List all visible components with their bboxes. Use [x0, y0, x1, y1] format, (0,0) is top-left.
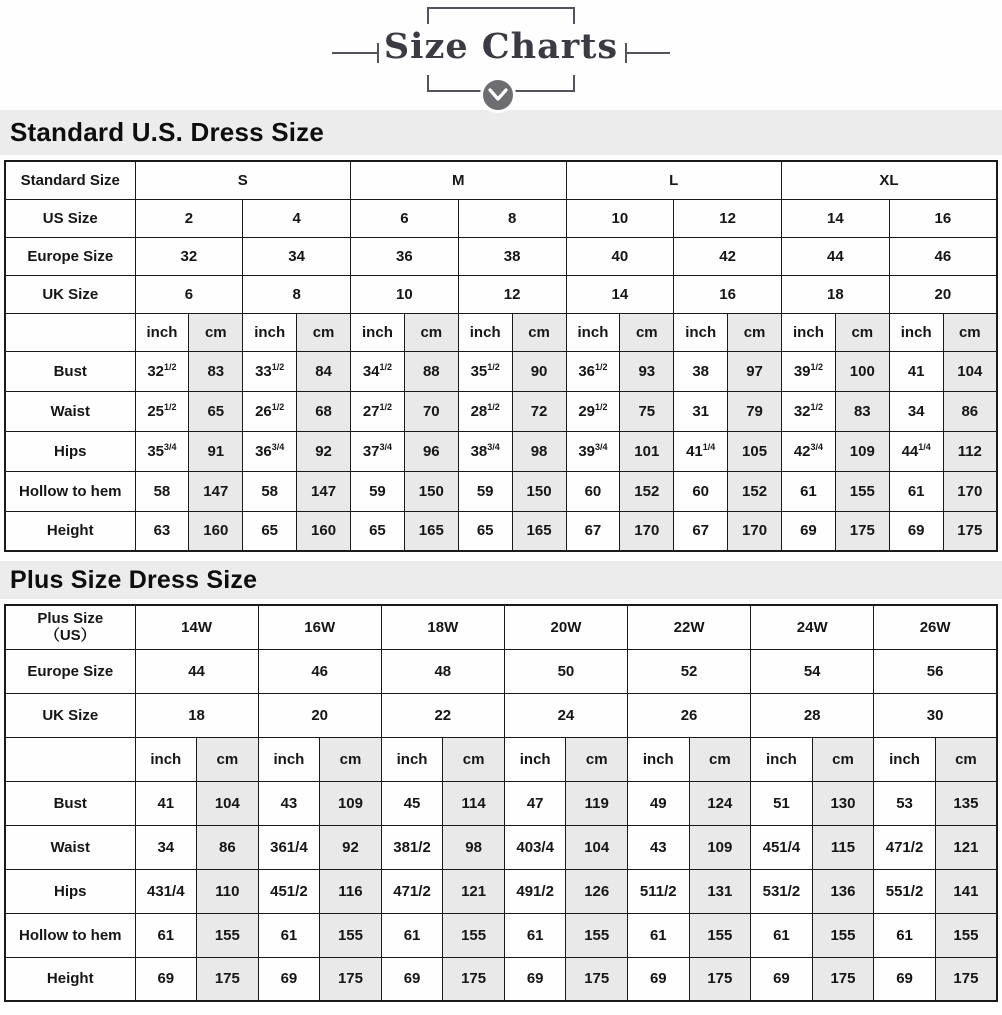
row-label-line: Waist [50, 838, 90, 856]
unit-cell: cm [189, 313, 243, 351]
value-cell: 175 [689, 957, 751, 1001]
size-cell: 14 [566, 275, 674, 313]
size-cell: 24W [751, 605, 874, 649]
size-cell: 20 [889, 275, 997, 313]
size-cell: 18 [135, 693, 258, 737]
measure-row [5, 391, 997, 431]
value-cell: 61 [782, 471, 836, 511]
value-cell: 165 [512, 511, 566, 551]
row-label-cell [5, 781, 135, 825]
value-cell: 69 [782, 511, 836, 551]
size-cell: 46 [258, 649, 381, 693]
value-cell: 96 [404, 431, 458, 471]
size-cell: 54 [751, 649, 874, 693]
value-cell: 92 [297, 431, 351, 471]
size-cell: 34 [243, 237, 351, 275]
value-cell: 160 [189, 511, 243, 551]
value-cell: 175 [320, 957, 382, 1001]
value-cell: 67 [674, 511, 728, 551]
row-label-cell [5, 825, 135, 869]
value-cell: 63 [135, 511, 189, 551]
row-label-cell [5, 391, 135, 431]
value-cell: 124 [689, 781, 751, 825]
value-cell: 65 [351, 511, 405, 551]
value-cell: 147 [189, 471, 243, 511]
row-label-line: Hips [53, 442, 87, 460]
row-label-cell [5, 957, 135, 1001]
size-cell: 6 [351, 199, 459, 237]
value-cell: 431/4 [135, 869, 197, 913]
row-label-cell [5, 511, 135, 551]
value-cell: 72 [512, 391, 566, 431]
row-label-cell [5, 431, 135, 471]
value-cell: 155 [320, 913, 382, 957]
value-cell: $36^{1/2}$ [566, 351, 620, 391]
value-cell: 109 [835, 431, 889, 471]
size-cell: 48 [381, 649, 504, 693]
measure-row [5, 351, 997, 391]
value-cell: 51 [751, 781, 813, 825]
size-cell: L [566, 161, 782, 199]
value-cell: $32^{1/2}$ [782, 391, 836, 431]
value-cell: 90 [512, 351, 566, 391]
unit-cell: cm [943, 313, 997, 351]
size-cell: 26 [628, 693, 751, 737]
size-cell: 8 [458, 199, 566, 237]
size-cell: 32 [135, 237, 243, 275]
value-cell: $35^{3/4}$ [135, 431, 189, 471]
value-cell: 116 [320, 869, 382, 913]
value-cell: 471/2 [381, 869, 443, 913]
size-cell: M [351, 161, 567, 199]
size-cell: S [135, 161, 351, 199]
value-cell: 97 [728, 351, 782, 391]
size-cell: 56 [874, 649, 997, 693]
row-label-cell [5, 313, 135, 351]
row-label-line: US Size [42, 209, 98, 227]
row-label-line: UK Size [42, 706, 99, 724]
size-cell: 14 [782, 199, 890, 237]
value-cell: 86 [197, 825, 259, 869]
unit-cell: cm [566, 737, 628, 781]
size-cell: 38 [458, 237, 566, 275]
value-cell: 165 [404, 511, 458, 551]
row-label-cell [5, 161, 135, 199]
value-cell: $42^{3/4}$ [782, 431, 836, 471]
value-cell: 58 [243, 471, 297, 511]
size-cell: 42 [674, 237, 782, 275]
value-cell: 65 [189, 391, 243, 431]
row-label-cell [5, 913, 135, 957]
value-cell: 98 [443, 825, 505, 869]
value-cell: 130 [812, 781, 874, 825]
row-label-cell [5, 237, 135, 275]
value-cell: $41^{1/4}$ [674, 431, 728, 471]
value-cell: 104 [197, 781, 259, 825]
value-cell: 69 [258, 957, 320, 1001]
size-charts-header [0, 0, 1002, 110]
row-label-line: Bust [53, 794, 87, 812]
value-cell: 84 [297, 351, 351, 391]
value-cell: 155 [566, 913, 628, 957]
unit-cell: cm [320, 737, 382, 781]
value-cell: 41 [135, 781, 197, 825]
value-cell: 92 [320, 825, 382, 869]
measure-row [5, 825, 997, 869]
row-label-line: Plus Size [37, 610, 104, 628]
value-cell: 104 [566, 825, 628, 869]
value-cell: 69 [504, 957, 566, 1001]
page-title: Size Charts [383, 26, 619, 67]
value-cell: 551/2 [874, 869, 936, 913]
value-cell: 91 [189, 431, 243, 471]
value-cell: 114 [443, 781, 505, 825]
value-cell: 61 [135, 913, 197, 957]
standard-table-title: Standard U.S. Dress Size [0, 110, 1002, 155]
unit-cell: inch [458, 313, 512, 351]
size-cell: 50 [504, 649, 627, 693]
unit-cell: cm [689, 737, 751, 781]
value-cell: 175 [197, 957, 259, 1001]
unit-row [5, 737, 997, 781]
value-cell: 61 [751, 913, 813, 957]
value-cell: 110 [197, 869, 259, 913]
size-cell: 44 [135, 649, 258, 693]
value-cell: 155 [835, 471, 889, 511]
row-label-cell [5, 649, 135, 693]
unit-cell: cm [443, 737, 505, 781]
value-cell: 86 [943, 391, 997, 431]
value-cell: 65 [458, 511, 512, 551]
top-bracket-ornament [427, 7, 575, 24]
value-cell: 381/2 [381, 825, 443, 869]
row-label-line: Height [46, 522, 94, 540]
unit-cell: cm [935, 737, 997, 781]
size-cell: 22W [628, 605, 751, 649]
value-cell: 471/2 [874, 825, 936, 869]
unit-cell: inch [243, 313, 297, 351]
value-cell: 511/2 [628, 869, 690, 913]
value-cell: $33^{1/2}$ [243, 351, 297, 391]
value-cell: 65 [243, 511, 297, 551]
unit-cell: inch [504, 737, 566, 781]
value-cell: 160 [297, 511, 351, 551]
value-cell: 155 [689, 913, 751, 957]
value-cell: $25^{1/2}$ [135, 391, 189, 431]
value-cell: 60 [674, 471, 728, 511]
value-cell: 121 [443, 869, 505, 913]
row-label-line: Height [46, 970, 94, 988]
row-label-line: UK Size [42, 285, 99, 303]
value-cell: 155 [443, 913, 505, 957]
value-cell: 152 [728, 471, 782, 511]
unit-cell: cm [197, 737, 259, 781]
size-cell: 46 [889, 237, 997, 275]
value-cell: 43 [258, 781, 320, 825]
value-cell: 451/2 [258, 869, 320, 913]
value-cell: 61 [258, 913, 320, 957]
size-cell: 12 [674, 199, 782, 237]
value-cell: 135 [935, 781, 997, 825]
size-row [5, 161, 997, 199]
right-rule [625, 52, 670, 54]
value-cell: $28^{1/2}$ [458, 391, 512, 431]
value-cell: 101 [620, 431, 674, 471]
value-cell: 170 [620, 511, 674, 551]
value-cell: 59 [458, 471, 512, 511]
value-cell: 34 [135, 825, 197, 869]
unit-cell: cm [512, 313, 566, 351]
unit-cell: inch [351, 313, 405, 351]
value-cell: 69 [381, 957, 443, 1001]
value-cell: $44^{1/4}$ [889, 431, 943, 471]
size-row [5, 199, 997, 237]
unit-cell: cm [404, 313, 458, 351]
size-row [5, 275, 997, 313]
value-cell: 531/2 [751, 869, 813, 913]
size-cell: 10 [566, 199, 674, 237]
unit-cell: cm [297, 313, 351, 351]
row-label-line: Hollow to hem [19, 926, 122, 944]
value-cell: 58 [135, 471, 189, 511]
row-label-cell [5, 693, 135, 737]
value-cell: 109 [689, 825, 751, 869]
unit-cell: inch [674, 313, 728, 351]
size-cell: 8 [243, 275, 351, 313]
value-cell: $32^{1/2}$ [135, 351, 189, 391]
value-cell: $26^{1/2}$ [243, 391, 297, 431]
size-cell: 16 [674, 275, 782, 313]
row-label-cell [5, 351, 135, 391]
unit-cell: inch [258, 737, 320, 781]
value-cell: 47 [504, 781, 566, 825]
value-cell: 121 [935, 825, 997, 869]
value-cell: 69 [874, 957, 936, 1001]
value-cell: $39^{1/2}$ [782, 351, 836, 391]
unit-cell: inch [889, 313, 943, 351]
unit-cell: inch [874, 737, 936, 781]
size-cell: 16 [889, 199, 997, 237]
value-cell: 61 [889, 471, 943, 511]
value-cell: 175 [943, 511, 997, 551]
size-cell: 16W [258, 605, 381, 649]
row-label-cell [5, 275, 135, 313]
size-cell: 52 [628, 649, 751, 693]
plus-table-title: Plus Size Dress Size [0, 561, 1002, 599]
value-cell: 83 [189, 351, 243, 391]
measure-row [5, 781, 997, 825]
value-cell: 68 [297, 391, 351, 431]
value-cell: 131 [689, 869, 751, 913]
value-cell: 141 [935, 869, 997, 913]
size-cell: 20W [504, 605, 627, 649]
row-label-cell [5, 199, 135, 237]
value-cell: 147 [297, 471, 351, 511]
value-cell: 61 [504, 913, 566, 957]
value-cell: 175 [835, 511, 889, 551]
value-cell: 104 [943, 351, 997, 391]
row-label-cell [5, 869, 135, 913]
size-cell: 28 [751, 693, 874, 737]
unit-cell: inch [135, 313, 189, 351]
value-cell: 175 [566, 957, 628, 1001]
standard-size-table [4, 160, 998, 552]
value-cell: 150 [404, 471, 458, 511]
plus-size-table [4, 604, 998, 1002]
unit-cell: cm [620, 313, 674, 351]
value-cell: $36^{3/4}$ [243, 431, 297, 471]
size-cell: 18 [782, 275, 890, 313]
size-cell: 10 [351, 275, 459, 313]
size-row [5, 649, 997, 693]
value-cell: 49 [628, 781, 690, 825]
value-cell: $37^{3/4}$ [351, 431, 405, 471]
size-row [5, 693, 997, 737]
size-cell: 20 [258, 693, 381, 737]
value-cell: 79 [728, 391, 782, 431]
size-cell: 2 [135, 199, 243, 237]
size-cell: 24 [504, 693, 627, 737]
unit-cell: inch [381, 737, 443, 781]
measure-row [5, 431, 997, 471]
unit-cell: inch [135, 737, 197, 781]
value-cell: 83 [835, 391, 889, 431]
unit-cell: inch [751, 737, 813, 781]
unit-row [5, 313, 997, 351]
value-cell: 93 [620, 351, 674, 391]
size-cell: 26W [874, 605, 997, 649]
value-cell: $38^{3/4}$ [458, 431, 512, 471]
value-cell: 119 [566, 781, 628, 825]
row-label-line: Europe Size [27, 247, 114, 265]
row-label-line: Bust [53, 362, 87, 380]
value-cell: 136 [812, 869, 874, 913]
value-cell: 403/4 [504, 825, 566, 869]
unit-cell: inch [782, 313, 836, 351]
size-cell: 6 [135, 275, 243, 313]
size-cell: 22 [381, 693, 504, 737]
size-cell: XL [782, 161, 998, 199]
value-cell: 155 [197, 913, 259, 957]
measure-row [5, 957, 997, 1001]
size-cell: 40 [566, 237, 674, 275]
value-cell: 70 [404, 391, 458, 431]
unit-cell: cm [728, 313, 782, 351]
measure-row [5, 471, 997, 511]
row-label-line: Europe Size [27, 662, 114, 680]
value-cell: 69 [628, 957, 690, 1001]
value-cell: 61 [628, 913, 690, 957]
value-cell: 60 [566, 471, 620, 511]
value-cell: 69 [889, 511, 943, 551]
size-cell: 14W [135, 605, 258, 649]
unit-cell: inch [628, 737, 690, 781]
value-cell: 59 [351, 471, 405, 511]
value-cell: 41 [889, 351, 943, 391]
value-cell: 45 [381, 781, 443, 825]
measure-row [5, 869, 997, 913]
row-label-cell [5, 737, 135, 781]
value-cell: 67 [566, 511, 620, 551]
size-cell: 30 [874, 693, 997, 737]
value-cell: 155 [812, 913, 874, 957]
value-cell: 105 [728, 431, 782, 471]
measure-row [5, 913, 997, 957]
size-cell: 4 [243, 199, 351, 237]
row-label-line: Standard Size [20, 171, 120, 189]
value-cell: 175 [935, 957, 997, 1001]
value-cell: 69 [751, 957, 813, 1001]
row-label-line: Waist [50, 402, 90, 420]
chevron-down-icon [480, 77, 516, 113]
row-label-line: Hollow to hem [19, 482, 122, 500]
value-cell: 152 [620, 471, 674, 511]
value-cell: $29^{1/2}$ [566, 391, 620, 431]
value-cell: 61 [874, 913, 936, 957]
value-cell: 170 [728, 511, 782, 551]
value-cell: 361/4 [258, 825, 320, 869]
value-cell: 175 [812, 957, 874, 1001]
row-label-cell [5, 605, 135, 649]
value-cell: 61 [381, 913, 443, 957]
measure-row [5, 511, 997, 551]
value-cell: $39^{3/4}$ [566, 431, 620, 471]
size-cell: 44 [782, 237, 890, 275]
value-cell: 126 [566, 869, 628, 913]
unit-cell: inch [566, 313, 620, 351]
value-cell: 491/2 [504, 869, 566, 913]
value-cell: 170 [943, 471, 997, 511]
row-label-cell [5, 471, 135, 511]
unit-cell: cm [835, 313, 889, 351]
value-cell: 69 [135, 957, 197, 1001]
value-cell: 115 [812, 825, 874, 869]
row-label-line: （US） [44, 627, 96, 645]
value-cell: 100 [835, 351, 889, 391]
value-cell: 175 [443, 957, 505, 1001]
size-cell: 36 [351, 237, 459, 275]
unit-cell: cm [812, 737, 874, 781]
row-label-line: Hips [53, 882, 87, 900]
value-cell: 98 [512, 431, 566, 471]
value-cell: $34^{1/2}$ [351, 351, 405, 391]
value-cell: 155 [935, 913, 997, 957]
value-cell: 451/4 [751, 825, 813, 869]
value-cell: 109 [320, 781, 382, 825]
value-cell: 53 [874, 781, 936, 825]
value-cell: 88 [404, 351, 458, 391]
value-cell: 43 [628, 825, 690, 869]
value-cell: 150 [512, 471, 566, 511]
size-row [5, 237, 997, 275]
size-cell: 18W [381, 605, 504, 649]
size-row [5, 605, 997, 649]
size-cell: 12 [458, 275, 566, 313]
value-cell: 112 [943, 431, 997, 471]
value-cell: 38 [674, 351, 728, 391]
value-cell: 34 [889, 391, 943, 431]
value-cell: $35^{1/2}$ [458, 351, 512, 391]
value-cell: 75 [620, 391, 674, 431]
value-cell: $27^{1/2}$ [351, 391, 405, 431]
value-cell: 31 [674, 391, 728, 431]
